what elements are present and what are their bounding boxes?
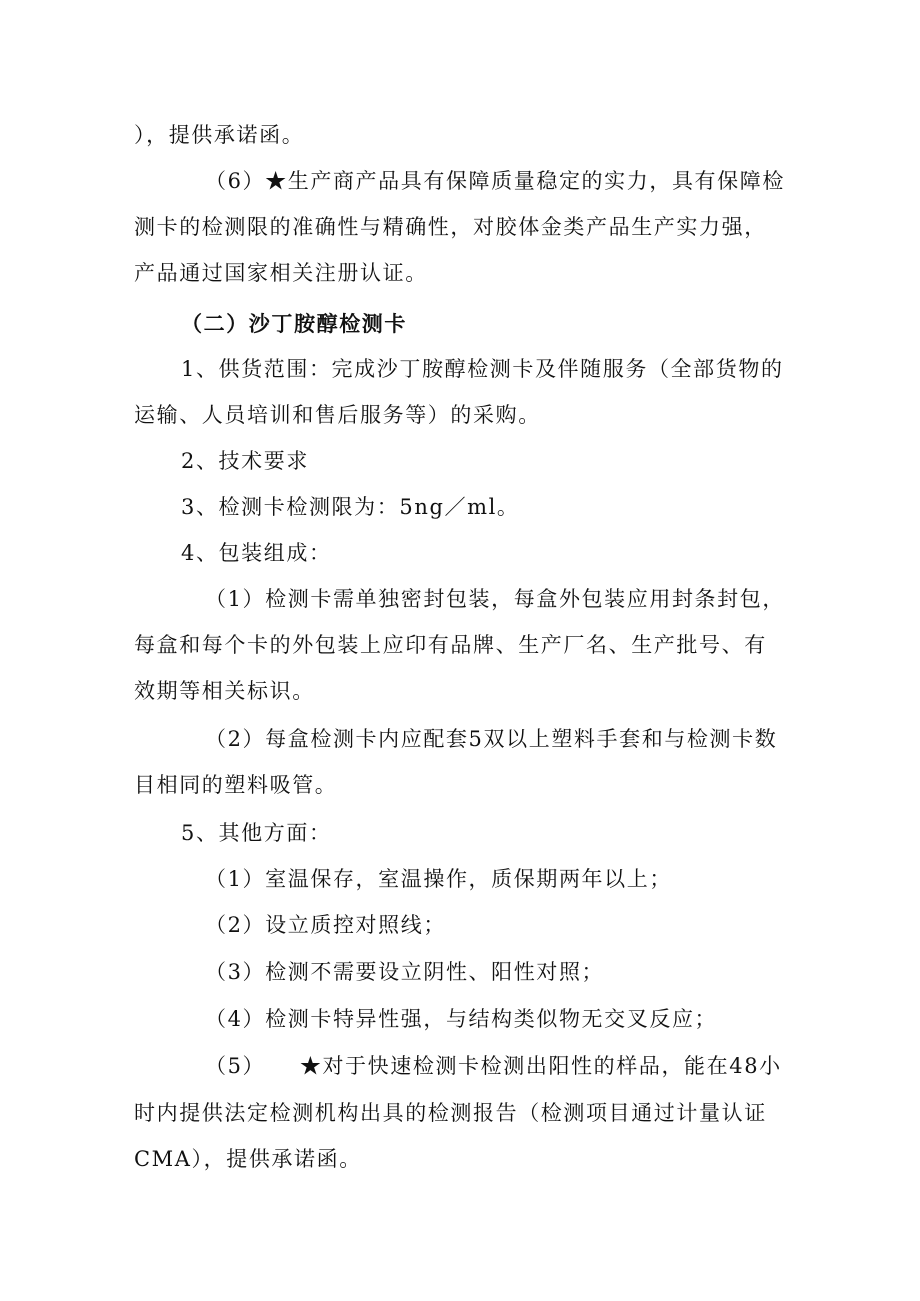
text-line: 时内提供法定检测机构出具的检测报告（检测项目通过计量认证	[134, 1101, 767, 1125]
text-line: 产品通过国家相关注册认证。	[134, 261, 428, 285]
text-line: ），提供承诺函。	[134, 123, 305, 147]
text-line: 2、技术要求	[181, 449, 309, 473]
text-line: 1、供货范围：完成沙丁胺醇检测卡及伴随服务（全部货物的	[181, 357, 784, 381]
text-line: 测卡的检测限的准确性与精确性，对胶体金类产品生产实力强，	[134, 215, 767, 239]
text-line: 运输、人员培训和售后服务等）的采购。	[134, 403, 541, 427]
text-line: 目相同的塑料吸管。	[134, 773, 338, 797]
text-line: （2）设立质控对照线；	[205, 913, 446, 937]
text-line: 效期等相关标识。	[134, 679, 315, 703]
text-line: （2）每盒检测卡内应配套5双以上塑料手套和与检测卡数	[205, 727, 778, 751]
text-line: 5、其他方面：	[181, 821, 332, 845]
section-heading: （二）沙丁胺醇检测卡	[181, 311, 407, 336]
text-line: 4、包装组成：	[181, 541, 332, 565]
text-line: （6）★生产商产品具有保障质量稳定的实力，具有保障检	[205, 169, 785, 193]
text-line: （1）室温保存，室温操作，质保期两年以上；	[205, 867, 672, 891]
text-line: （5） ★对于快速检测卡检测出阳性的样品，能在48小	[205, 1054, 782, 1078]
text-line: （4）检测卡特异性强，与结构类似物无交叉反应；	[205, 1007, 718, 1031]
text-line: （3）检测不需要设立阴性、阳性对照；	[205, 960, 605, 984]
text-line: 3、检测卡检测限为：5ng／ml。	[181, 495, 520, 519]
text-line: 每盒和每个卡的外包装上应印有品牌、生产厂名、生产批号、有	[134, 633, 767, 657]
text-line: （1）检测卡需单独密封包装，每盒外包装应用封条封包，	[205, 587, 785, 611]
text-line: CMA），提供承诺函。	[134, 1147, 362, 1171]
